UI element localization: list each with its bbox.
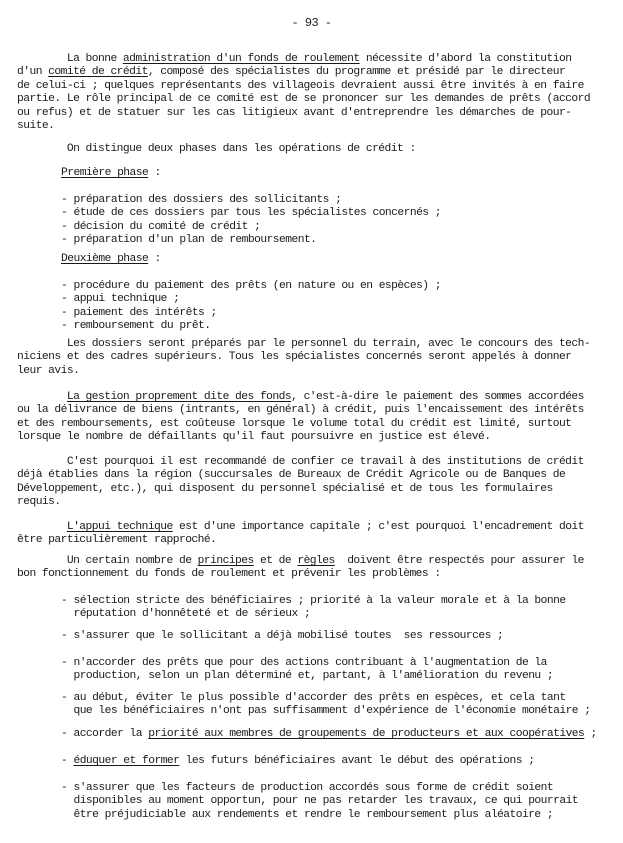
text: suite. <box>17 120 55 133</box>
text: ou refus) et de statuer sur les cas litigieux avant d'entreprendre les démarches de pour- <box>17 106 572 119</box>
text: et de <box>253 555 298 567</box>
text: déjà établies dans la région (succursales de Bureaux de Crédit Agricole ou de Banques de <box>17 469 566 482</box>
paragraph-gestion <box>17 391 617 445</box>
rule-item <box>61 782 623 822</box>
underlined-term: principes <box>197 555 254 567</box>
text: leur avis. <box>17 364 80 377</box>
underlined-term: administration d'un fonds de roulement <box>122 53 360 65</box>
text: et des remboursements, est coûteuse lorsque le volume total du crédit est limité, surtout <box>17 417 572 430</box>
text: les futurs bénéficiaires avant le début des opérations ; <box>179 755 535 767</box>
text: nécessite d'abord la constitution <box>359 53 572 65</box>
text: - s'assurer que les facteurs de production accordés sous forme de crédit soient <box>61 782 554 794</box>
text: , composé des spécialistes du programme et présidé par le directeur <box>147 66 566 79</box>
phase1-heading <box>61 167 623 180</box>
rule-item <box>61 595 623 622</box>
text: requis. <box>17 496 61 509</box>
underlined-term: priorité aux membres de groupements de producteurs et aux coopératives <box>148 728 585 740</box>
list-item: - procédure du paiement des prêts (en nature ou en espèces) ; <box>61 280 441 292</box>
text: - <box>61 755 74 767</box>
text: partie. Le rôle principal de ce comité est de se prononcer sur les demandes de prêts (accord <box>17 93 591 106</box>
paragraph-intro <box>17 53 617 133</box>
phase2-list <box>61 280 623 334</box>
text: - accorder la <box>61 728 149 740</box>
list-item: - paiement des intérêts ; <box>61 306 217 319</box>
text: C'est pourquoi il est recommandé de confier ce travail à des institutions de crédit <box>17 456 584 468</box>
text: de celui-ci ; quelques représentants des villageois devraient aussi être invités à en faire <box>17 79 584 92</box>
text: être particulièrement rapproché. <box>17 534 217 547</box>
text: Développement, etc.), qui disposent du personnel spécialisé et de tous les formulaires <box>17 482 553 495</box>
text: production, selon un plan déterminé et, partant, à l'amélioration du revenu ; <box>61 670 554 683</box>
text: doivent être respectés pour assurer le <box>334 555 584 567</box>
text: : <box>148 253 161 265</box>
underlined-term: L'appui technique <box>66 521 173 533</box>
paragraph-dossiers <box>17 338 617 378</box>
list-item: - étude de ces dossiers par tous les spécialistes concernés ; <box>61 207 441 220</box>
heading-text: Première phase <box>61 167 149 179</box>
underlined-term: La gestion proprement dite des fonds <box>66 391 292 403</box>
underlined-term: règles <box>297 555 335 567</box>
text: niciens et des cadres supérieurs. Tous les spécialistes concernés seront appelés à donner <box>17 351 572 364</box>
text: ou la délivrance de biens (intrants, en général) à crédit, puis l'encaissement des intérêts <box>17 404 584 417</box>
text: lorsque le nombre de défaillants qu'il faut poursuivre en justice est élevé. <box>17 431 491 444</box>
text: Un certain nombre de <box>17 555 198 567</box>
paragraph-appui <box>17 521 617 548</box>
phase2-heading <box>61 253 623 266</box>
paragraph-institutions <box>17 456 617 510</box>
list-item: - préparation d'un plan de remboursement. <box>61 234 317 247</box>
paragraph-phases-intro: On distingue deux phases dans les opérations de crédit : <box>17 143 416 155</box>
text: réputation d'honnêteté et de sérieux ; <box>61 608 311 621</box>
text: La bonne <box>17 53 123 65</box>
heading-text: Deuxième phase <box>61 253 149 265</box>
text: d'un <box>17 66 49 79</box>
text: disponibles au moment opportun, pour ne pas retarder les travaux, ce qui pourrait <box>61 795 579 808</box>
underlined-term: comité de crédit <box>48 66 148 79</box>
rule-item <box>61 728 623 741</box>
text: , c'est-à-dire le paiement des sommes accordées <box>291 391 584 403</box>
list-item: - décision du comité de crédit ; <box>61 220 261 233</box>
text: Les dossiers seront préparés par le personnel du terrain, avec le concours des tech- <box>17 338 591 350</box>
text: : <box>148 167 161 179</box>
text: - sélection stricte des bénéficiaires ; priorité à la valeur morale et à la bonne <box>61 595 566 607</box>
text: - n'accorder des prêts que pour des actions contribuant à l'augmentation de la <box>61 657 547 669</box>
underlined-term: éduquer et former <box>73 755 180 767</box>
text: est d'une importance capitale ; c'est pourquoi l'encadrement doit <box>172 521 584 533</box>
phase1-list <box>61 194 623 248</box>
rule-item <box>61 755 623 768</box>
list-item: - remboursement du prêt. <box>61 320 211 333</box>
page-number: - 93 - <box>291 16 332 30</box>
text: ; <box>584 728 597 740</box>
paragraph-principes <box>17 555 617 582</box>
text: que les bénéficiaires n'ont pas suffisamment d'expérience de l'économie monétaire ; <box>61 705 591 718</box>
text: - au début, éviter le plus possible d'accorder des prêts en espèces, et cela tant <box>61 692 566 704</box>
list-item: - préparation des dossiers des sollicitants ; <box>61 194 342 206</box>
text: bon fonctionnement du fonds de roulement et prévenir les problèmes : <box>17 568 441 581</box>
text: être préjudiciable aux rendements et rendre le remboursement plus aléatoire ; <box>61 808 554 821</box>
rule-item <box>61 692 623 719</box>
rule-item: - s'assurer que le sollicitant a déjà mobilisé toutes ses ressources ; <box>61 630 504 642</box>
list-item: - appui technique ; <box>61 293 180 306</box>
rule-item <box>61 657 623 684</box>
